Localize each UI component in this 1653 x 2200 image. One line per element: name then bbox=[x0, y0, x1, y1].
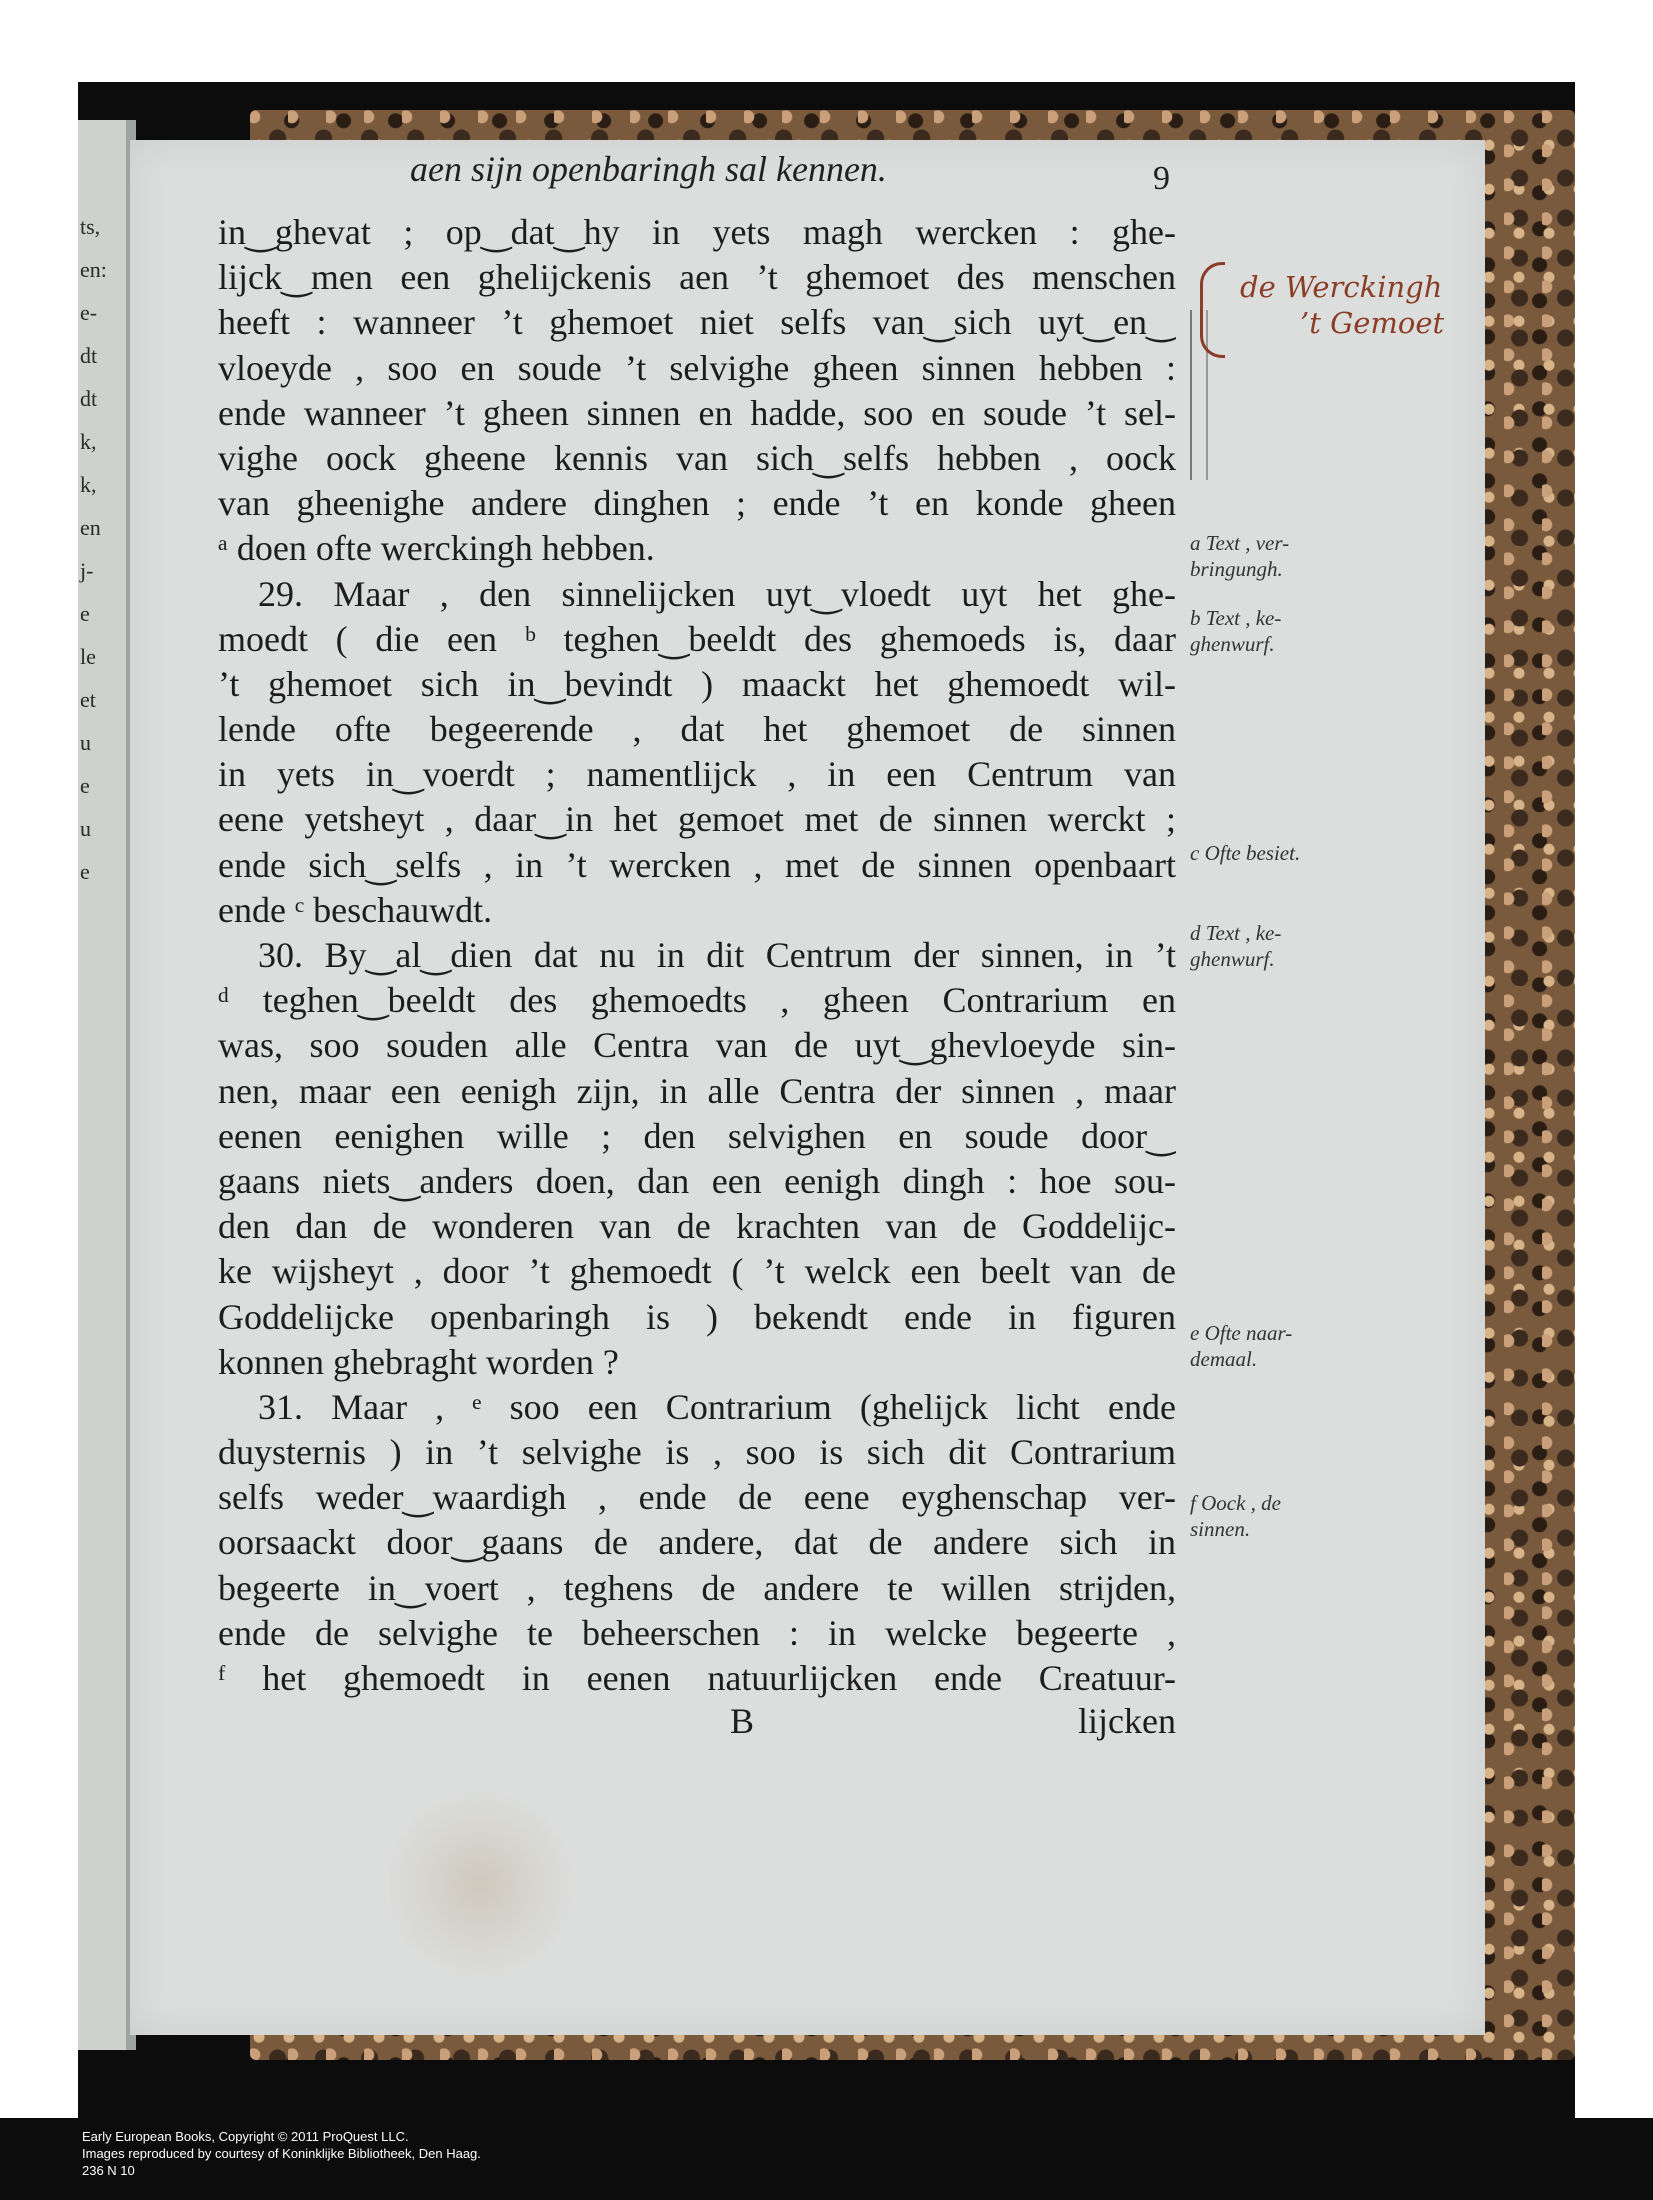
text-line: ᶠ het ghemoedt in eenen natuurlijcken ende Creatuur- bbox=[218, 1658, 1176, 1698]
facing-page-fragment: dt bbox=[80, 386, 98, 411]
bracket-mark bbox=[1200, 262, 1225, 358]
text-line: was, soo souden alle Centra van de uyt‿ghevloeyde sin- bbox=[218, 1025, 1176, 1066]
credit-line-3: 236 N 10 bbox=[82, 2163, 135, 2178]
text-line: vloeyde , soo en soude ’t selvighe gheen sinnen hebben : bbox=[218, 347, 1176, 388]
text-line: ke wijsheyt , door ’t ghemoedt ( ’t welck een beelt van de bbox=[218, 1251, 1176, 1292]
text-line: ᵈ teghen‿beeldt des ghemoedts , gheen Contrarium en bbox=[218, 980, 1176, 1021]
facing-page-fragment: dt bbox=[80, 343, 98, 368]
text-line: gaans niets‿anders doen, dan een eenigh dingh : hoe sou- bbox=[218, 1160, 1176, 1201]
margin-note-line: e Ofte naar- bbox=[1190, 1321, 1293, 1345]
text-line: oorsaackt door‿gaans de andere, dat de andere sich in bbox=[218, 1522, 1176, 1563]
facing-page-fragment: en: bbox=[80, 257, 107, 282]
text-line: van gheenighe andere dinghen ; ende ’t en konde gheen bbox=[218, 483, 1176, 524]
margin-note bbox=[1190, 1490, 1340, 1542]
text-line: heeft : wanneer ’t ghemoet niet selfs van‿sich uyt‿en‿ bbox=[218, 302, 1176, 343]
margin-note-line: demaal. bbox=[1190, 1347, 1258, 1371]
text-line: lijck‿men een ghelijckenis aen ’t ghemoet des menschen bbox=[218, 257, 1176, 298]
handwritten-line-1: de Werckingh bbox=[1240, 270, 1443, 304]
catchword: lijcken bbox=[1078, 1701, 1176, 1741]
credit-text bbox=[82, 2128, 481, 2179]
text-line: ᵃ doen ofte werckingh hebben. bbox=[218, 528, 655, 569]
text-line: konnen ghebraght worden ? bbox=[218, 1341, 619, 1382]
facing-page-fragment: e bbox=[80, 859, 90, 884]
facing-page-fragment: ts, bbox=[80, 214, 101, 239]
facing-page-fragment: e- bbox=[80, 300, 98, 325]
text-line: den dan de wonderen van de krachten van de Goddelijc- bbox=[218, 1206, 1176, 1247]
margin-note-line: c Ofte besiet. bbox=[1190, 841, 1301, 865]
margin-note-line: b Text , ke- bbox=[1190, 606, 1282, 630]
facing-page-fragment: e bbox=[80, 773, 90, 798]
facing-page-fragment: et bbox=[80, 687, 96, 712]
credit-line-2: Images reproduced by courtesy of Koninklijke Bibliotheek, Den Haag. bbox=[82, 2146, 481, 2161]
page-footer-line bbox=[218, 1700, 1176, 1750]
text-line: ende sich‿selfs , in ’t wercken , met de sinnen openbaart bbox=[218, 844, 1176, 885]
margin-note-line: a Text , ver- bbox=[1190, 531, 1290, 555]
text-line: 29. Maar , den sinnelijcken uyt‿vloedt uyt het ghe- bbox=[258, 573, 1176, 614]
signature-mark: B bbox=[730, 1701, 755, 1741]
facing-page-fragment: e bbox=[80, 601, 90, 626]
text-line: duysternis ) in ’t selvighe is , soo is sich dit Contrarium bbox=[218, 1432, 1176, 1473]
margin-note-line: bringungh. bbox=[1190, 557, 1283, 581]
facing-page-fragment: en bbox=[80, 515, 101, 540]
facing-page-fragment: u bbox=[80, 730, 91, 755]
credit-line-1: Early European Books, Copyright © 2011 ProQuest LLC. bbox=[82, 2129, 409, 2144]
handwritten-line-2: ’t Gemoet bbox=[1300, 306, 1445, 340]
facing-page-fragment: u bbox=[80, 816, 91, 841]
text-line: selfs weder‿waardigh , ende de eene eyghenschap ver- bbox=[218, 1477, 1176, 1518]
margin-note bbox=[1190, 1320, 1340, 1372]
facing-page-fragment: j- bbox=[80, 558, 94, 583]
text-line: in yets in‿voerdt ; namentlijck , in een Centrum van bbox=[218, 754, 1176, 795]
running-head: aen sijn openbaringh sal kennen. bbox=[410, 149, 887, 189]
page-number: 9 bbox=[1153, 160, 1170, 197]
facing-page-fragment: le bbox=[80, 644, 96, 669]
facing-page-fragment: k, bbox=[80, 472, 97, 497]
margin-note-line: d Text , ke- bbox=[1190, 921, 1282, 945]
margin-note-line: ghenwurf. bbox=[1190, 632, 1275, 656]
margin-note bbox=[1190, 530, 1340, 582]
text-line: ’t ghemoet sich in‿bevindt ) maackt het ghemoedt wil- bbox=[218, 663, 1176, 704]
text-line: ende wanneer ’t gheen sinnen en hadde, soo en soude ’t sel- bbox=[218, 392, 1176, 433]
text-line: begeerte in‿voert , teghens de andere te willen strijden, bbox=[218, 1567, 1176, 1608]
text-line: nen, maar een eenigh zijn, in alle Centra der sinnen , maar bbox=[218, 1070, 1176, 1111]
text-line: 30. By‿al‿dien dat nu in dit Centrum der sinnen, in ’t bbox=[258, 935, 1176, 975]
margin-note bbox=[1190, 605, 1340, 657]
text-line: moedt ( die een ᵇ teghen‿beeldt des ghemoeds is, daar bbox=[218, 618, 1176, 659]
margin-note-line: ghenwurf. bbox=[1190, 947, 1275, 971]
margin-note bbox=[1190, 920, 1340, 972]
text-line: Goddelijcke openbaringh is ) bekendt ende in figuren bbox=[218, 1296, 1176, 1337]
text-line: in‿ghevat ; op‿dat‿hy in yets magh wercken : ghe- bbox=[218, 212, 1176, 252]
body-text bbox=[218, 210, 1176, 1701]
text-line: 31. Maar , ᵉ soo een Contrarium (ghelijck licht ende bbox=[258, 1386, 1176, 1427]
text-line: ende de selvighe te beheerschen : in welcke begeerte , bbox=[218, 1612, 1176, 1653]
text-line: ende ᶜ beschauwdt. bbox=[218, 889, 493, 930]
text-line: eene yetsheyt , daar‿in het gemoet met de sinnen werckt ; bbox=[218, 799, 1176, 840]
text-line: eenen eenighen wille ; den selvighen en soude door‿ bbox=[218, 1115, 1176, 1156]
facing-page-text-fragments bbox=[80, 205, 124, 1005]
text-line: vighe oock gheene kennis van sich‿selfs hebben , oock bbox=[218, 437, 1176, 478]
water-stain bbox=[380, 1790, 580, 1980]
handwritten-annotation bbox=[1200, 262, 1500, 372]
margin-note bbox=[1190, 840, 1340, 866]
margin-note-line: f Oock , de bbox=[1190, 1491, 1281, 1515]
facing-page-fragment: k, bbox=[80, 429, 97, 454]
margin-note-line: sinnen. bbox=[1190, 1517, 1251, 1541]
text-line: lende ofte begeerende , dat het ghemoet de sinnen bbox=[218, 709, 1176, 750]
